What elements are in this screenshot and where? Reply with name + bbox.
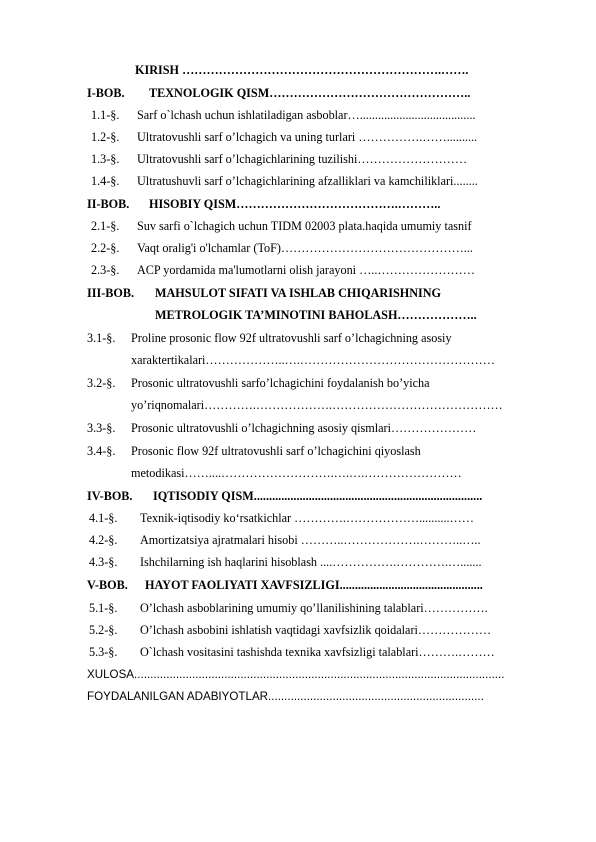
toc-item-2-2-num: 2.2-§. [91, 241, 120, 255]
toc-chapter-3-title-line-1: MAHSULOT SIFATI VA ISHLAB CHIQARISHNING [155, 286, 442, 300]
toc-item-3-4-num: 3.4-§. [87, 444, 116, 458]
toc-item-4-3-num: 4.3-§. [89, 555, 118, 569]
toc-item-4-3-text: Ishchilarning ish haqlarini hisoblash ....…………….………….…....... [140, 555, 482, 569]
toc-item-3-2-text-line-2: yo’riqnomalari………….……………….…………………………………… [131, 398, 503, 412]
toc-item-1-4-num: 1.4-§. [91, 174, 120, 188]
toc-chapter-5-title: HAYOT FAOLIYATI XAVFSIZLIGI............................................... [145, 578, 483, 592]
toc-item-2-1-num: 2.1-§. [91, 219, 120, 233]
toc-intro: KIRISH ……………………………………………………….……. [135, 63, 469, 77]
toc-item-5-2-num: 5.2-§. [89, 623, 118, 637]
toc-item-1-1-num: 1.1-§. [91, 108, 120, 122]
toc-item-1-2-num: 1.2-§. [91, 130, 120, 144]
toc-chapter-1-num: I-BOB. [87, 86, 125, 100]
toc-conclusion: XULOSA................................................................................................................... [87, 668, 505, 681]
toc-chapter-4-title: IQTISODIY QISM........................................................................... [153, 489, 483, 503]
toc-item-3-1-num: 3.1-§. [87, 331, 116, 345]
toc-item-3-1-text-line-1: Proline prosonic flow 92f ultratovushli sarf o’lchagichning asosiy [131, 331, 452, 345]
toc-item-3-4-text-line-2: metodikasi……....……………………….….….…………………… [131, 466, 462, 480]
toc-item-5-1-text: O’lchash asboblarining umumiy qo’llanilishining talablari……………. [140, 601, 488, 615]
toc-item-3-4-text-line-1: Prosonic flow 92f ultratovushli sarf o’lchagichini qiyoslash [131, 444, 421, 458]
toc-item-3-2-text-line-1: Prosonic ultratovushli sarfo’lchagichini foydalanish bo’yicha [131, 376, 430, 390]
toc-item-5-3-text: O`lchash vositasini tashishda texnika xavfsizligi talablari……….……… [140, 645, 495, 659]
toc-references: FOYDALANILGAN ADABIYOTLAR................................................................... [87, 690, 484, 703]
toc-item-3-3-num: 3.3-§. [87, 421, 116, 435]
toc-item-5-3-num: 5.3-§. [89, 645, 118, 659]
toc-chapter-1-title: TEXNOLOGIK QISM………………………………………….. [149, 86, 471, 100]
toc-item-2-3-num: 2.3-§. [91, 263, 120, 277]
toc-item-1-4-text: Ultratushuvli sarf o’lchagichlarining afzalliklari va kamchiliklari........ [137, 174, 478, 188]
toc-chapter-4-num: IV-BOB. [87, 489, 133, 503]
toc-item-1-3-num: 1.3-§. [91, 152, 120, 166]
toc-item-5-1-num: 5.1-§. [89, 601, 118, 615]
toc-item-1-1-text: Sarf o`lchash uchun ishlatiladigan asboblar…...................................... [137, 108, 476, 122]
toc-item-3-2-num: 3.2-§. [87, 376, 116, 390]
toc-chapter-3-num: III-BOB. [87, 286, 135, 300]
toc-chapter-5-num: V-BOB. [87, 578, 128, 592]
toc-item-4-1-num: 4.1-§. [89, 511, 118, 525]
toc-item-3-1-text-line-2: xaraktertikalari………………..….………………………………………… [131, 353, 495, 367]
toc-item-2-2-text: Vaqt oralig'i o'lchamlar (ToF)………………………………………... [137, 241, 473, 255]
toc-item-2-1-text: Suv sarfi o`lchagich uchun TIDM 02003 plata.haqida umumiy tasnif [137, 219, 472, 233]
toc-item-1-3-text: Ultratovushli sarf o’lchagichlarining tuzilishi……………………… [137, 152, 468, 166]
toc-chapter-2-num: II-BOB. [87, 197, 130, 211]
toc-item-1-2-text: Ultratovushli sarf o’lchagich va uning turlari …………….…….......... [137, 130, 478, 144]
toc-item-4-2-text: Amortizatsiya ajratmalari hisobi ………..……………….………..….. [140, 533, 481, 547]
toc-item-5-2-text: O’lchash asbobini ishlatish vaqtidagi xavfsizlik qoidalari……………… [140, 623, 492, 637]
toc-chapter-3-title-line-2: METROLOGIK TA’MINOTINI BAHOLASH……………….. [155, 308, 477, 322]
toc-item-3-3-text: Prosonic ultratovushli o’lchagichning asosiy qismlari………………… [131, 421, 477, 435]
toc-item-2-3-text: ACP yordamida ma'lumotlarni olish jarayoni …..…………………… [137, 263, 475, 277]
toc-chapter-2-title: HISOBIY QISM………………………………….……….. [149, 197, 441, 211]
toc-item-4-1-text: Texnik-iqtisodiy ko‘rsatkichlar ………….………………..........…… [140, 511, 474, 525]
toc-item-4-2-num: 4.2-§. [89, 533, 118, 547]
